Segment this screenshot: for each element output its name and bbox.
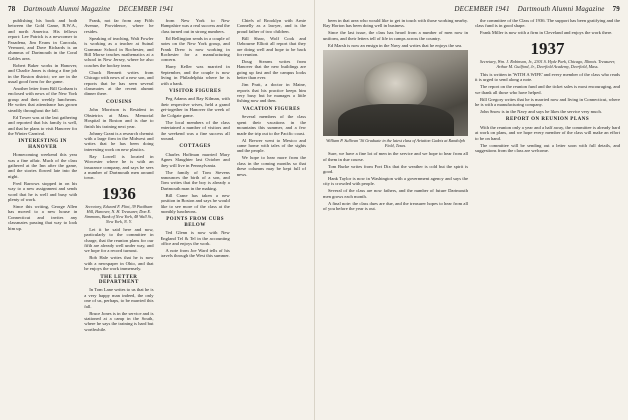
paragraph: Ed Bellington sends in a couple of notes on the New York group, and Frank Drew is now working in Rochester for a manufacturing concern.	[160, 35, 230, 63]
paragraph: Bill Crane has taken a new position in Boston and says he would like to see more of the class at the monthly luncheons.	[160, 192, 230, 214]
paragraph: Charles Hoffman married Mary Agnes Slaughter last October and they will live in Pennsylvania.	[160, 151, 230, 168]
paragraph: Tom Burke writes from Fort Dix that the weather is cold but the spirit is good.	[323, 163, 468, 175]
right-running-head	[323, 5, 620, 17]
paragraph: Chuck Bennett writes from Chicago with news of a new son, and reports that he has seen several classmates at the recent alumni dinner there.	[84, 69, 154, 97]
section-heading: THE LETTER DEPARTMENT	[98, 274, 139, 285]
paragraph: Bob Hale writes that he is now with a newspaper in Ohio, and that he enjoys the work immensely.	[84, 255, 154, 272]
section-heading: COTTAGES	[179, 144, 211, 150]
right-col-2	[475, 18, 620, 416]
left-running-title: Dartmouth Alumni Magazine	[23, 5, 111, 13]
paragraph: Speaking of teaching, Walt Fowler is working as a teacher at Suinal Grammar School in Rochester, and Bill Morse teaches mathematics at a school in New Jersey, where he also coaches the hockey team.	[84, 35, 154, 68]
left-col-3	[161, 18, 230, 416]
paragraph: We hope to hear more from the class in the coming months so that these columns may be kept full of news.	[236, 155, 306, 177]
right-running-title: Dartmouth Alumni Magazine	[517, 5, 605, 13]
left-col-2	[84, 18, 153, 416]
class-year-heading: 1936	[101, 183, 136, 203]
paragraph: Bill Shaw, Wolf Cook and Ozbourne Elliott all report that they are doing well and hope to be back for reunion.	[236, 35, 306, 58]
paragraph: Frank Miller is now with a firm in Cleveland and enjoys the work there.	[480, 30, 613, 36]
paragraph: from New York to New Hampshire was a real success and the class turned out in strong numbers.	[160, 18, 230, 34]
paragraph: John Morrison is Resident in Obstetrics at Mass. Memorial Hospital in Boston and is due to finish his training next year.	[84, 107, 154, 129]
portrait-body	[338, 104, 454, 137]
paragraph: With the reunion only a year and a half away, the committee is already hard at work on plans, and we hope every member of the class will make an effort to be on hand.	[475, 124, 620, 141]
paragraph: the committee of the Class of 1936. The support has been gratifying and the class fund is in good shape.	[475, 18, 620, 29]
paragraph: Fred Barrows stopped in on his way to a new assignment and sends word that he is well and busy with plenty of work.	[8, 180, 78, 202]
paragraph: Jim Pratt, a doctor in Maine, reports that his practice keeps him very busy but he manages a little fishing now and then.	[236, 82, 306, 104]
left-date: DECEMBER 1941	[118, 5, 174, 13]
paragraph: Peg Adams and Ray Kilman, with their respective wives, held a grand get-together in Hanover the week of the Colgate game.	[160, 96, 230, 118]
paragraph: The family of Tom Stevens announces the birth of a son, and Tom writes that the boy is already a Dartmouth man in the making.	[160, 169, 230, 191]
section-heading: VISITOR FIGURES	[169, 89, 222, 95]
section-heading: VACATION FIGURES	[242, 106, 301, 112]
paragraph: Frank, not far from any Fifth Avenue, Providence, where he resides.	[84, 18, 154, 34]
photo-caption: William P. Sullivan '36 Graduate in the latest class of Aviation Cadets at Randolph Field, Texas.	[326, 138, 465, 149]
class-officers: Secretary, Edward F. Flint, 39 Packham Hill, Hanover, N. H. Treasurer, Don E. Simmons, Bank of New York, 48 Wall St., New York, N. Y.	[84, 203, 154, 224]
portrait-head	[364, 62, 428, 108]
paragraph: A note from Joe Ward tells of his travels through the West this summer.	[160, 248, 230, 259]
paragraph: John Snow is in the Navy and says he likes the service very much.	[480, 109, 602, 115]
paragraph: Al Brewer went to Mexico and came home with tales of the sights and the people.	[236, 137, 306, 154]
paragraph: been in that area who would like to get in touch with those working nearby. Ray Horton has been doing well in business.	[323, 18, 468, 29]
paragraph: The committee will be sending out a letter soon with full details, and suggestions from the class are welcome.	[475, 142, 620, 154]
left-columns	[8, 18, 306, 416]
paragraph: Sure, we have a fine lot of men in the service and we hope to hear from all of them in due course.	[323, 151, 468, 162]
right-date: DECEMBER 1941	[454, 5, 510, 13]
left-col-1	[8, 18, 77, 416]
paragraph: Let it be said here and now, particularly to the committee in charge, that the reunion plans for our fifth are already well under way, and we hope for a record turnout.	[84, 226, 154, 254]
left-running-head	[8, 5, 306, 17]
paragraph: Robert Baker works in Hanover, and Charlie Jones is doing a fine job in the Boston district; we are in the usual good form for the game.	[8, 62, 78, 85]
paragraph: Johnny Grant is a research chemist with a large firm in the Midwest and writes that he has been doing interesting work on new plastics.	[84, 130, 154, 152]
paragraph: Several members of the class spent their vacations in the mountains this summer, and a few made the trip out to the Pacific coast.	[236, 114, 306, 136]
right-columns	[323, 18, 620, 416]
paragraph: Ed Tower was at the last gathering and reported that his family is well, and that he plans to visit Hanover for the Winter Carnival.	[8, 114, 78, 136]
paragraph: Harry Keller was married in September, and the couple is now living in Philadelphia where he is with a bank.	[160, 64, 230, 86]
section-heading: INTERESTING IN HANOVER	[18, 139, 67, 150]
paragraph: Bill Gregory writes that he is married now and living in Connecticut, where he is with a manufacturing company.	[475, 96, 620, 108]
paragraph: Another letter from Bill Gorham is enclosed with news of the New York group and their weekly luncheons. He writes that attendance has grown steadily throughout the fall.	[8, 86, 78, 113]
paragraph: Bruce Jones is in the service and is stationed at a camp in the South, where he says the training is hard but worthwhile.	[84, 310, 154, 332]
class-officers: Secretary, Wm. J. Robinson, Jr., 2301 S. Hyde Park, Chicago, Illinois. Treasurer, Arthur M. Guilford, Jr., Deerfield Academy, Deerfield, Mass.	[479, 58, 616, 69]
paragraph: Ray Lowell is located in Worcester where he is with an insurance company, and says he sees a number of Dartmouth men around town.	[84, 153, 154, 181]
paragraph: Doug Stearns writes from Hanover that the new buildings are going up fast and the campus looks better than ever.	[236, 59, 306, 81]
section-heading: REPORT ON REUNION PLANS	[505, 117, 590, 123]
right-page	[314, 0, 628, 420]
paragraph: Ted Glenn is now with New England Tel & Tel in the accounting office and enjoys the work.	[160, 230, 230, 246]
paragraph: Chiefs of Brooklyn with Arnie Connelly as a lawyer, and is the proud father of two children.	[236, 18, 306, 34]
paragraph: publishing his book and both between the Gold Game, B.W.A., and north America. His fellows report: Lee Patrick is a newcomer to Pasadena, Jim Evans in Carocala, Vermont, and Dave Richards is an alumnus of Dartmouth in the Coral Gables area.	[8, 18, 78, 61]
paragraph: Several of the class are now fathers, and the number of future Dartmouth men grows each month.	[323, 188, 468, 199]
section-heading: COUSINS	[106, 99, 132, 105]
section-heading: POINTS FROM CUBS BELOW	[166, 217, 224, 228]
paragraph: In Tom Lane writes to us that he is a very happy man indeed, the only one of us, perhaps, to be married this fall.	[84, 287, 154, 309]
paragraph: Ed Marsh is now an ensign in the Navy and writes that he enjoys the sea.	[328, 42, 463, 48]
portrait-photo	[323, 50, 468, 136]
left-col-4	[237, 18, 306, 416]
paragraph: Hank Taylor is now in Washington with a government agency and says the city is crowded with people.	[323, 176, 468, 187]
left-page-number: 78	[8, 5, 16, 13]
paragraph: Homecoming weekend this year was a fine affair. Much of the class gathered at the Inn after the game, and the stories flowed late into the night.	[8, 152, 78, 179]
right-page-number: 79	[612, 5, 620, 13]
right-col-1	[323, 18, 468, 416]
paragraph: This is written in 'WITH A WIFE' and every member of the class who reads it is urged to send along a note.	[475, 71, 620, 83]
class-year-heading: 1937	[530, 38, 565, 58]
paragraph: Since this writing, George Allen has moved to a new house in Connecticut and invites any classmates passing that way to look him up.	[8, 203, 78, 231]
paragraph: The report on the reunion fund and the ticket sales is most encouraging, and we thank all those who have helped.	[475, 84, 620, 95]
paragraph: Since the last issue, the class has heard from a number of men now in uniform, and their letters tell of life in camps across the country.	[323, 30, 468, 41]
paragraph: A final note: the class dues are due, and the treasurer hopes to hear from all of you before the year is out.	[323, 200, 468, 212]
paragraph: The local members of the class entertained a number of visitors and the weekend was a fine success all around.	[160, 119, 230, 141]
